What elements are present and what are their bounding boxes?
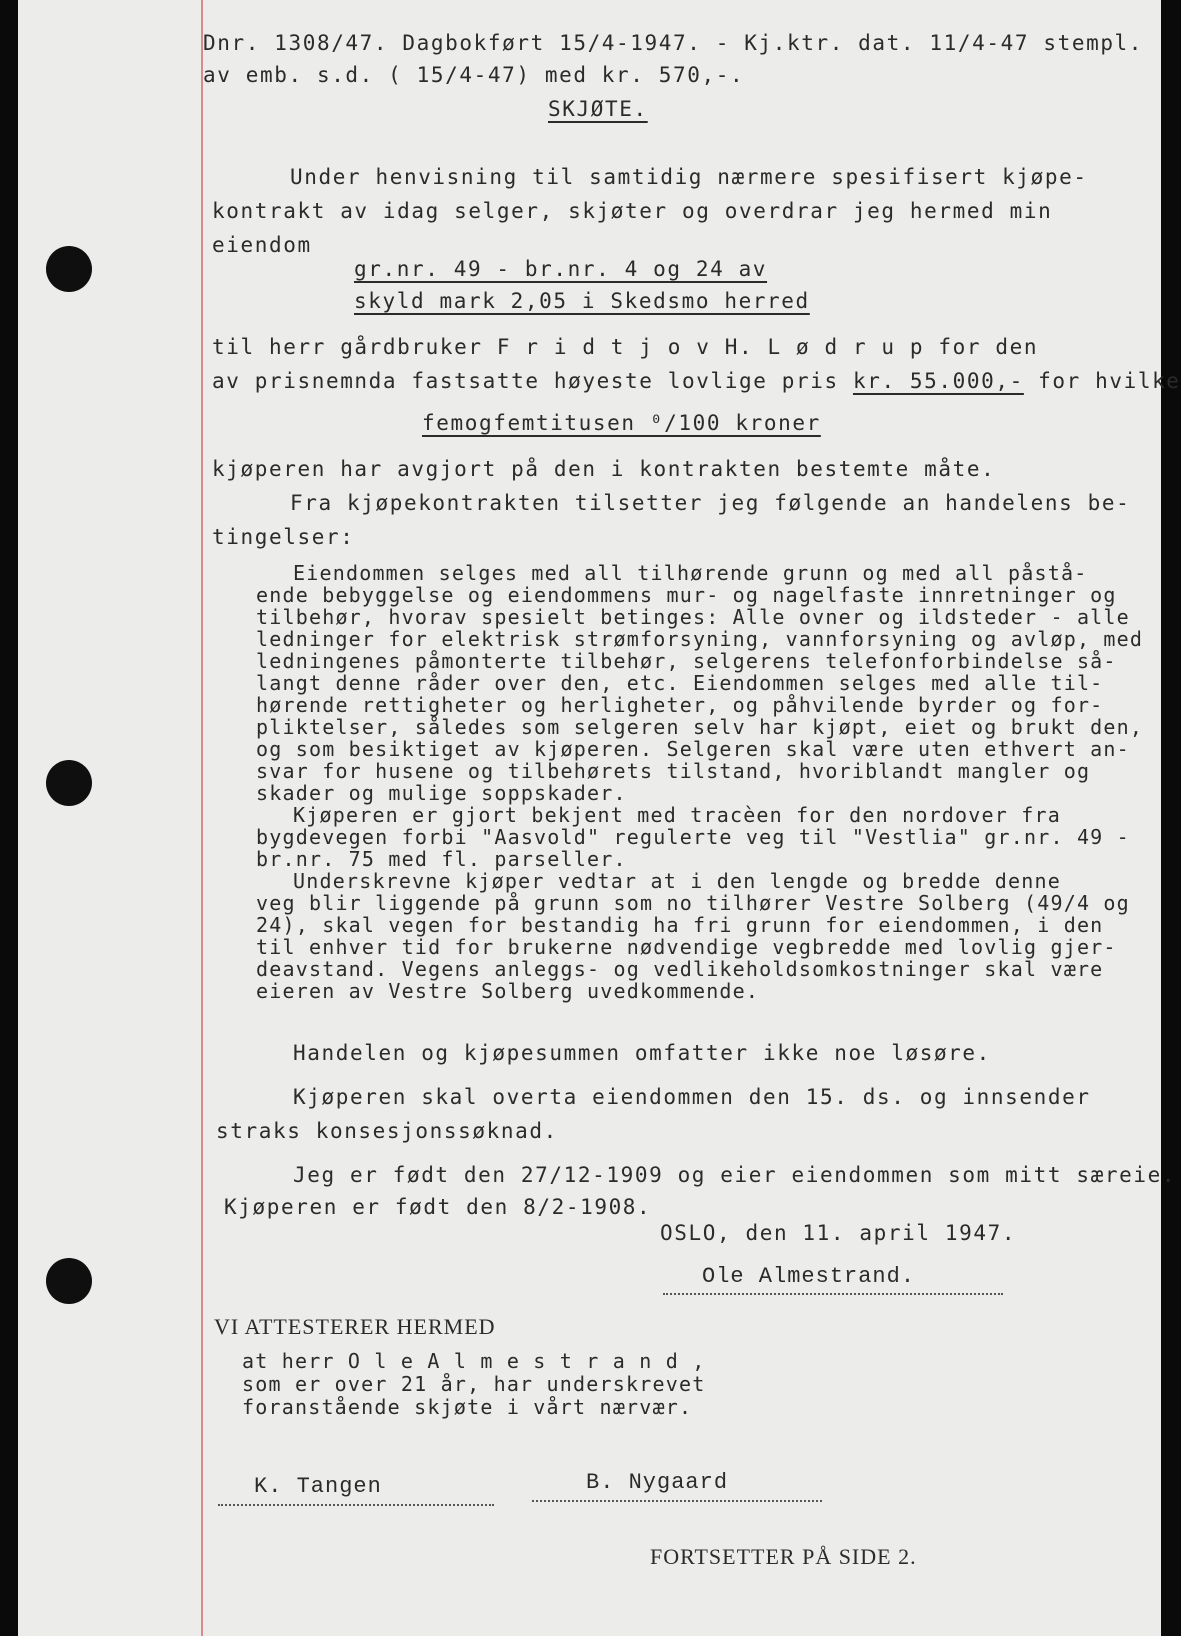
terms-line: ledninger for elektrisk strømforsyning, vannforsyning og avløp, med [256,627,1144,651]
margin-rule [201,0,203,1636]
terms-line: 24), skal vegen for bestandig ha fri grunn for eiendommen, i den [256,913,1104,937]
terms-line: deavstand. Vegens anleggs- og vedlikeholdsomkostninger skal være [256,957,1104,981]
takeover-line: Kjøperen skal overta eiendommen den 15. ds. og innsender [293,1085,1091,1109]
witness-signature-2: B. Nygaard [586,1470,729,1495]
terms-line: skader og mulige soppskader. [256,781,627,805]
attest-heading: VI ATTESTERER HERMED [214,1314,496,1339]
terms-line: Kjøperen er gjort bekjent med tracèen for den nordover fra [293,803,1061,827]
property-line: skyld mark 2,05 i Skedsmo herred [354,289,810,313]
continued-note: FORTSETTER PÅ SIDE 2. [650,1544,917,1569]
price-text: av prisnemnda fastsatte høyeste lovlige pris [212,369,853,393]
punch-hole [46,760,92,806]
intro-line: kontrakt av idag selger, skjøter og overdrar jeg hermed min [212,199,1053,223]
intro-line: eiendom [212,233,312,257]
terms-line: og som besiktiget av kjøperen. Selgeren skal være uten ethvert an- [256,737,1130,761]
terms-line: veg blir liggende på grunn som no tilhører Vestre Solberg (49/4 og [256,891,1130,915]
terms-line: pliktelser, således som selgeren selv har kjøpt, eiet og brukt den, [256,715,1144,739]
amount-in-words: femogfemtitusen ⁰/100 kroner [422,411,821,435]
intro-line: Under henvisning til samtidig nærmere spesifisert kjøpe- [290,165,1088,189]
terms-line: eieren av Vestre Solberg uvedkommende. [256,979,760,1003]
birth-buyer-line: Kjøperen er født den 8/2-1908. [224,1195,652,1219]
terms-line: bygdevegen forbi "Aasvold" regulerte veg til "Vestlia" gr.nr. 49 - [256,825,1130,849]
witness-signature-line [218,1504,494,1506]
seller-signature-line [663,1293,1003,1295]
terms-line: til enhver tid for brukerne nødvendige vegbredde med lovlig gjer- [256,935,1117,959]
terms-line: Underskrevne kjøper vedtar at i den lengde og bredde denne [293,869,1061,893]
price-text: for hvilke [1023,369,1181,393]
terms-line: langt denne råder over den, etc. Eiendommen selges med alle til- [256,671,1104,695]
birth-seller-line: Jeg er født den 27/12-1909 og eier eiendommen som mitt særeie. [293,1163,1177,1187]
terms-intro-line: tingelser: [212,525,355,549]
payment-line: kjøperen har avgjort på den i kontrakten bestemte måte. [212,457,996,481]
document-page [18,0,1181,1636]
price-line [212,368,1181,394]
attest-line: foranstående skjøte i vårt nærvær. [242,1395,693,1419]
terms-line: hørende rettigheter og herligheter, og påhvilende byrder og for- [256,693,1104,717]
attest-line: som er over 21 år, har underskrevet [242,1372,706,1396]
takeover-line: straks konsesjonssøknad. [216,1119,558,1143]
terms-line: Eiendommen selges med all tilhørende grunn og med all påstå- [293,561,1088,585]
terms-line: ledningenes påmonterte tilbehør, selgerens telefonforbindelse så- [256,649,1117,673]
attest-line: at herr O l e A l m e s t r a n d , [242,1349,706,1373]
witness-signature-line [532,1500,822,1502]
header-line: Dnr. 1308/47. Dagbokført 15/4-1947. - Kj.ktr. dat. 11/4-47 stempl. [203,31,1144,55]
terms-line: ende bebyggelse og eiendommens mur- og nagelfaste innretninger og [256,583,1117,607]
terms-intro-line: Fra kjøpekontrakten tilsetter jeg følgende an handelens be- [290,491,1131,515]
terms-line: tilbehør, hvorav spesielt betinges: Alle ovner og ildsteder - alle [256,605,1130,629]
punch-hole [46,1258,92,1304]
seller-signature: Ole Almestrand. [702,1264,916,1289]
terms-line: svar for husene og tilbehørets tilstand, hvoriblandt mangler og [256,759,1091,783]
buyer-line: til herr gårdbruker F r i d t j o v H. L ø d r u p for den [212,335,1039,359]
property-line: gr.nr. 49 - br.nr. 4 og 24 av [354,257,768,281]
terms-line: br.nr. 75 med fl. parseller. [256,847,627,871]
movables-line: Handelen og kjøpesummen omfatter ikke noe løsøre. [293,1041,991,1065]
witness-signature-1: K. Tangen [254,1474,382,1499]
place-date: OSLO, den 11. april 1947. [660,1221,1017,1245]
document-title: SKJØTE. [548,97,648,121]
punch-hole [46,246,92,292]
price-amount: kr. 55.000,- [852,369,1024,393]
header-line: av emb. s.d. ( 15/4-47) med kr. 570,-. [203,63,745,87]
